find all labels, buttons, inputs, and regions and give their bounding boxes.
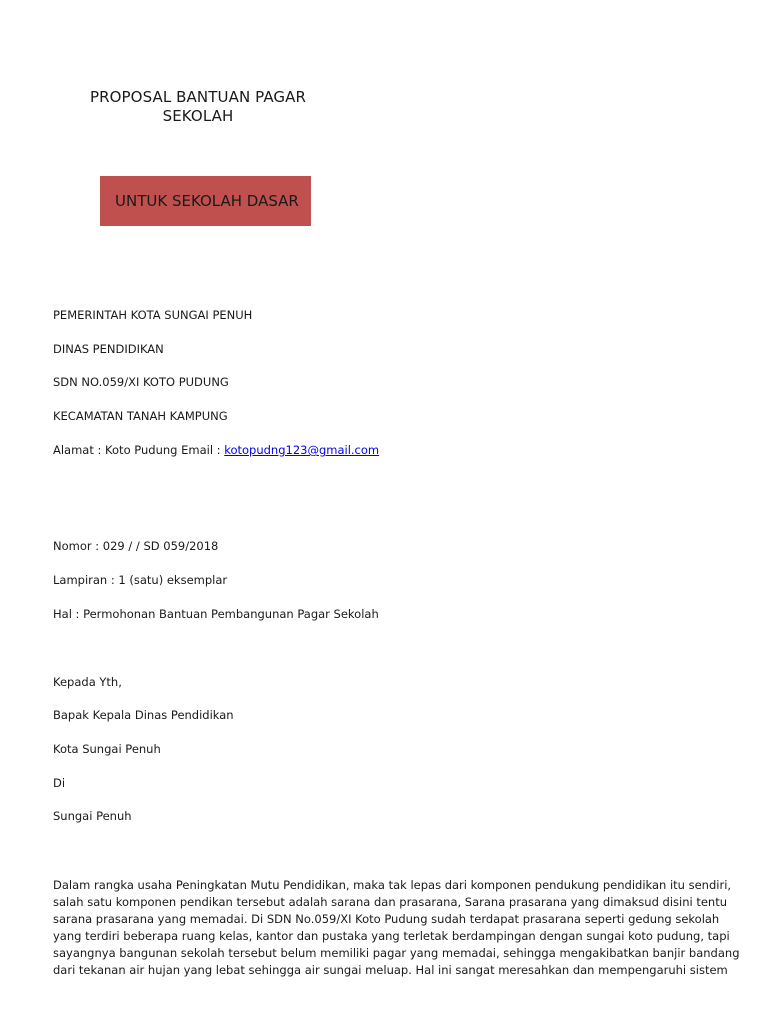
school-level-banner: UNTUK SEKOLAH DASAR (100, 176, 311, 226)
letterhead-department: DINAS PENDIDIKAN (53, 342, 164, 356)
recipient-city: Kota Sungai Penuh (53, 742, 161, 756)
letterhead-school: SDN NO.059/XI KOTO PUDUNG (53, 375, 229, 389)
recipient-title: Bapak Kepala Dinas Pendidikan (53, 708, 234, 722)
recipient-salutation: Kepada Yth, (53, 675, 122, 689)
body-paragraph (53, 877, 740, 979)
address-label: Alamat : Koto Pudung Email : (53, 443, 225, 457)
body-line: sayangnya bangunan sekolah tersebut belum memiliki pagar yang memadai, sehingga mengakibatkan banjir bandang (53, 946, 740, 960)
body-line: yang terdiri beberapa ruang kelas, kantor dan pustaka yang terletak berdampingan dengan sungai koto pudung, tapi (53, 929, 730, 943)
email-link[interactable]: kotopudng123@gmail.com (224, 443, 380, 457)
body-line: Dalam rangka usaha Peningkatan Mutu Pendidikan, maka tak lepas dari komponen pendukung pendidikan itu sendiri, (53, 878, 732, 892)
body-line: sarana prasarana yang memadai. Di SDN No.059/XI Koto Pudung sudah terdapat prasarana seperti gedung sekolah (53, 912, 720, 926)
body-line: dari tekanan air hujan yang lebat sehingga air sungai meluap. Hal ini sangat meresahkan dan mempengaruhi sistem (53, 963, 728, 977)
body-line: salah satu komponen pendikan tersebut adalah sarana dan prasarana, Sarana prasarana yang dimaksud disini tentu (53, 895, 728, 909)
proposal-title-line-1: PROPOSAL BANTUAN PAGAR (89, 88, 307, 106)
proposal-title-line-2: SEKOLAH (162, 107, 234, 125)
letterhead-address (53, 443, 379, 457)
letter-subject: Hal : Permohonan Bantuan Pembangunan Pagar Sekolah (53, 607, 379, 621)
letterhead-government: PEMERINTAH KOTA SUNGAI PENUH (53, 308, 253, 322)
recipient-location: Sungai Penuh (53, 809, 132, 823)
letter-number: Nomor : 029 / / SD 059/2018 (53, 539, 219, 553)
letter-attachment: Lampiran : 1 (satu) eksemplar (53, 573, 228, 587)
recipient-di: Di (53, 776, 66, 790)
letterhead-district: KECAMATAN TANAH KAMPUNG (53, 409, 228, 423)
proposal-title (60, 88, 336, 126)
